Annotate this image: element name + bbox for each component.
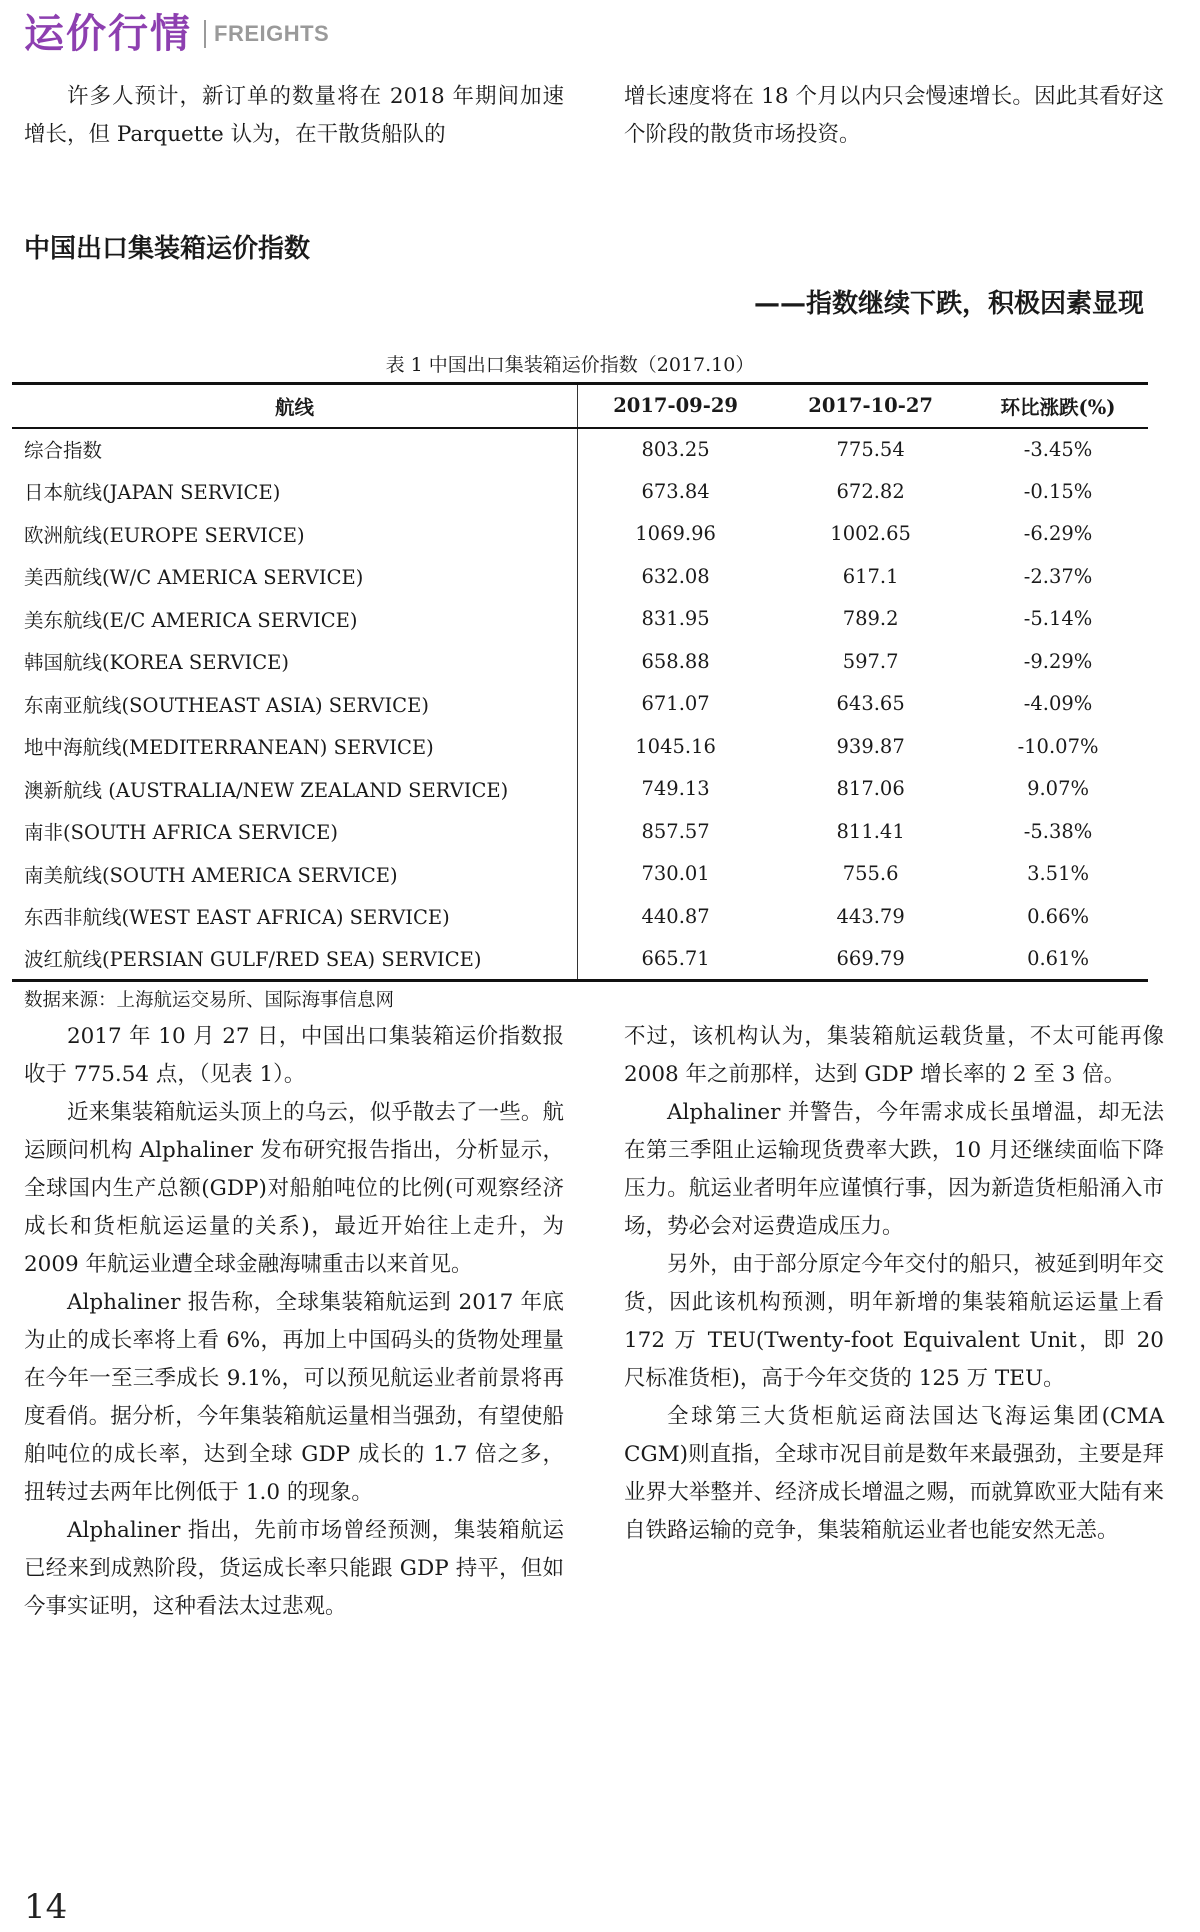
value-change: 0.66%	[1027, 904, 1090, 928]
route-name: 南美航线(SOUTH AMERICA SERVICE)	[12, 853, 578, 896]
table-row	[12, 938, 1148, 981]
value-change: 9.07%	[1027, 777, 1090, 801]
value-curr: 1002.65	[830, 522, 911, 546]
column-header-prev-date: 2017-09-29	[613, 394, 738, 418]
header-divider	[204, 20, 206, 48]
body-paragraph: Alphaliner 报告称，全球集装箱航运到 2017 年底为止的成长率将上看 6%，再加上中国码头的货物处理量在今年一至三季成长 9.1%，可以预见航运业者前景将再度看俏。据分析，今年集装箱航运量相当强劲，有望使船舶吨位的成长率，达到全球 GDP 成长的 1.7 倍之多，扭转过去两年比例低于 1.0 的现象。	[24, 1290, 564, 1505]
body-left-column	[24, 1018, 564, 1626]
value-curr: 811.41	[836, 819, 905, 843]
body-columns	[24, 1018, 1164, 1626]
value-change: 0.61%	[1027, 946, 1090, 970]
column-header-change: 环比涨跌(%)	[1000, 395, 1116, 419]
section-header	[24, 6, 329, 62]
value-prev: 1045.16	[635, 734, 716, 758]
table-row	[12, 768, 1148, 811]
value-prev: 440.87	[641, 904, 710, 928]
body-paragraph: 2017 年 10 月 27 日，中国出口集装箱运价指数报收于 775.54 点，（见表 1）。	[24, 1024, 564, 1087]
value-change: -5.14%	[1023, 607, 1093, 631]
value-prev: 857.57	[641, 819, 710, 843]
table-row	[12, 810, 1148, 853]
value-curr: 669.79	[836, 946, 905, 970]
table-row	[12, 428, 1148, 471]
page-number: 14	[24, 1887, 68, 1927]
value-prev: 671.07	[641, 692, 710, 716]
route-name: 东南亚航线(SOUTHEAST ASIA) SERVICE)	[12, 683, 578, 726]
value-prev: 658.88	[641, 649, 710, 673]
body-right-column	[624, 1018, 1164, 1626]
value-prev: 673.84	[641, 479, 710, 503]
value-prev: 730.01	[641, 862, 710, 886]
value-change: -2.37%	[1023, 564, 1093, 588]
value-curr: 817.06	[836, 777, 905, 801]
value-change: -5.38%	[1023, 819, 1093, 843]
body-paragraph: 不过，该机构认为，集装箱航运载货量，不太可能再像 2008 年之前那样，达到 GDP 增长率的 2 至 3 倍。	[624, 1024, 1164, 1087]
value-prev: 749.13	[641, 777, 710, 801]
value-curr: 617.1	[842, 564, 899, 588]
table-source-note: 数据来源：上海航运交易所、国际海事信息网	[24, 990, 395, 1011]
value-change: -10.07%	[1017, 734, 1099, 758]
route-name: 综合指数	[12, 428, 578, 471]
route-name: 东西非航线(WEST EAST AFRICA) SERVICE)	[12, 895, 578, 938]
value-change: -4.09%	[1023, 692, 1093, 716]
freight-index-table	[12, 382, 1148, 982]
route-name: 波红航线(PERSIAN GULF/RED SEA) SERVICE)	[12, 938, 578, 981]
route-name: 澳新航线 (AUSTRALIA/NEW ZEALAND SERVICE)	[12, 768, 578, 811]
table-header-row	[12, 384, 1148, 428]
route-name: 欧洲航线(EUROPE SERVICE)	[12, 513, 578, 556]
value-prev: 632.08	[641, 564, 710, 588]
value-prev: 803.25	[641, 437, 710, 461]
article-title: 中国出口集装箱运价指数	[24, 234, 311, 264]
top-text-columns	[24, 78, 1164, 154]
route-name: 美西航线(W/C AMERICA SERVICE)	[12, 555, 578, 598]
route-name: 南非(SOUTH AFRICA SERVICE)	[12, 810, 578, 853]
value-change: -9.29%	[1023, 649, 1093, 673]
body-paragraph: 另外，由于部分原定今年交付的船只，被延到明年交货，因此该机构预测，明年新增的集装箱航运运量上看 172 万 TEU(Twenty-foot Equivalent Unit，即 20 尺标准货柜)，高于今年交货的 125 万 TEU。	[624, 1252, 1164, 1391]
value-change: -0.15%	[1023, 479, 1093, 503]
body-paragraph: Alphaliner 指出，先前市场曾经预测，集装箱航运已经来到成熟阶段，货运成长率只能跟 GDP 持平，但如今事实证明，这种看法太过悲观。	[24, 1518, 564, 1619]
top-paragraph-right: 增长速度将在 18 个月以内只会慢速增长。因此其看好这个阶段的散货市场投资。	[624, 84, 1164, 147]
value-prev: 1069.96	[635, 522, 716, 546]
value-curr: 755.6	[842, 862, 899, 886]
column-header-curr-date: 2017-10-27	[808, 394, 933, 418]
top-paragraph-left: 许多人预计，新订单的数量将在 2018 年期间加速增长，但 Parquette 认为，在干散货船队的	[24, 84, 564, 147]
section-title-en: FREIGHTS	[214, 21, 330, 46]
body-paragraph: 近来集装箱航运头顶上的乌云，似乎散去了一些。航运顾问机构 Alphaliner 发布研究报告指出，分析显示，全球国内生产总额(GDP)对船舶吨位的比例(可观察经济成长和货柜航运运量的关系)，最近开始往上走升，为 2009 年航运业遭全球金融海啸重击以来首见。	[24, 1100, 564, 1277]
table-row	[12, 640, 1148, 683]
route-name: 地中海航线(MEDITERRANEAN) SERVICE)	[12, 725, 578, 768]
table-row	[12, 598, 1148, 641]
value-change: -6.29%	[1023, 522, 1093, 546]
value-curr: 597.7	[842, 649, 899, 673]
top-text-left-column	[24, 78, 564, 154]
body-paragraph: Alphaliner 并警告，今年需求成长虽增温，却无法在第三季阻止运输现货费率大跌，10 月还继续面临下降压力。航运业者明年应谨慎行事，因为新造货柜船涌入市场，势必会对运费造成压力。	[624, 1100, 1164, 1239]
value-curr: 672.82	[836, 479, 905, 503]
table-row	[12, 470, 1148, 513]
table-row	[12, 513, 1148, 556]
value-curr: 789.2	[842, 607, 899, 631]
route-name: 韩国航线(KOREA SERVICE)	[12, 640, 578, 683]
value-change: 3.51%	[1027, 862, 1090, 886]
top-text-right-column	[624, 78, 1164, 154]
table-row	[12, 853, 1148, 896]
value-curr: 443.79	[836, 904, 905, 928]
table-row	[12, 725, 1148, 768]
table-caption: 表 1 中国出口集装箱运价指数（2017.10）	[385, 354, 755, 376]
route-name: 美东航线(E/C AMERICA SERVICE)	[12, 598, 578, 641]
column-header-route: 航线	[12, 384, 578, 428]
table-row	[12, 555, 1148, 598]
value-curr: 643.65	[836, 692, 905, 716]
route-name: 日本航线(JAPAN SERVICE)	[12, 470, 578, 513]
section-title-cn: 运价行情	[24, 11, 192, 57]
value-curr: 939.87	[836, 734, 905, 758]
value-change: -3.45%	[1023, 437, 1093, 461]
article-subtitle: ——指数继续下跌，积极因素显现	[753, 289, 1144, 319]
table-row	[12, 683, 1148, 726]
body-paragraph: 全球第三大货柜航运商法国达飞海运集团(CMA CGM)则直指，全球市况目前是数年来最强劲，主要是拜业界大举整并、经济成长增温之赐，而就算欧亚大陆有来自铁路运输的竞争，集装箱航运业者也能安然无恙。	[624, 1404, 1164, 1543]
value-prev: 831.95	[641, 607, 710, 631]
table-row	[12, 895, 1148, 938]
value-curr: 775.54	[836, 437, 905, 461]
value-prev: 665.71	[641, 946, 710, 970]
